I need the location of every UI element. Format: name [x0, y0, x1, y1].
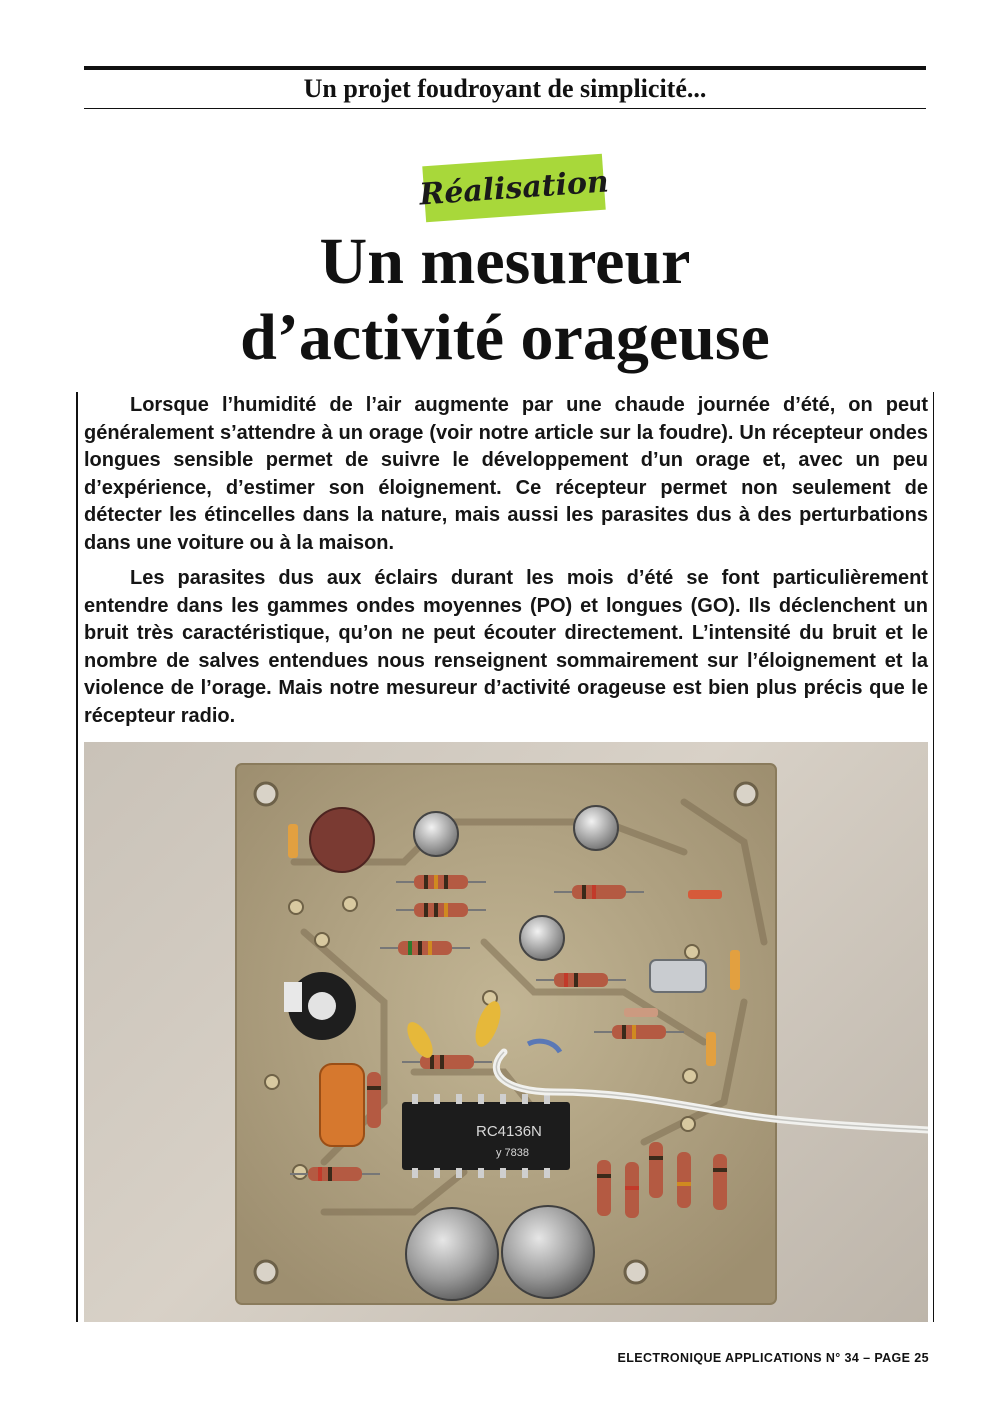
article-title — [84, 224, 926, 376]
section-tag — [418, 154, 610, 222]
ic-label-2: y 7838 — [496, 1147, 530, 1159]
column-rule-left — [76, 392, 78, 1322]
circuit-board-photo — [84, 742, 928, 1322]
header-rule-top — [84, 66, 926, 70]
section-tag-label: Réalisation — [418, 163, 610, 213]
circuit-board-illustration — [84, 742, 928, 1322]
ic-label-1: RC4136N — [476, 1123, 542, 1140]
article-title-line-2: d’activité orageuse — [240, 301, 770, 374]
column-rule-right — [933, 392, 934, 1322]
running-header: Un projet foudroyant de simplicité... — [303, 74, 707, 103]
paragraph: Les parasites dus aux éclairs durant les mois d’été se font particulièrement entendre dans les gammes ondes moyennes (PO) et longues (GO). Ils déclenchent un bruit très caractéristique, qu’on ne peut écouter directement. L’intensité du bruit et le nombre de salves entendues nous renseignent sommairement sur l’éloignement et la violence de l’orage. Mais notre mesureur d’activité orageuse est bien plus précis que le récepteur radio. — [84, 567, 928, 727]
article-body — [84, 392, 928, 738]
article-title-line-1: Un mesureur — [319, 225, 691, 298]
page-footer: ELECTRONIQUE APPLICATIONS N° 34 – PAGE 25 — [617, 1351, 929, 1365]
paragraph: Lorsque l’humidité de l’air augmente par une chaude journée d’été, on peut généralement s’attendre à un orage (voir notre article sur la foudre). Un récepteur ondes longues sensible permet de suivre le développement d’un orage et, avec un peu d’expérience, d’estimer son éloignement. Ce récepteur permet non seulement de détecter les étincelles dans la nature, mais aussi les parasites dus à des perturbations dans une voiture ou à la maison. — [84, 394, 928, 554]
header-rule-bottom — [84, 108, 926, 109]
